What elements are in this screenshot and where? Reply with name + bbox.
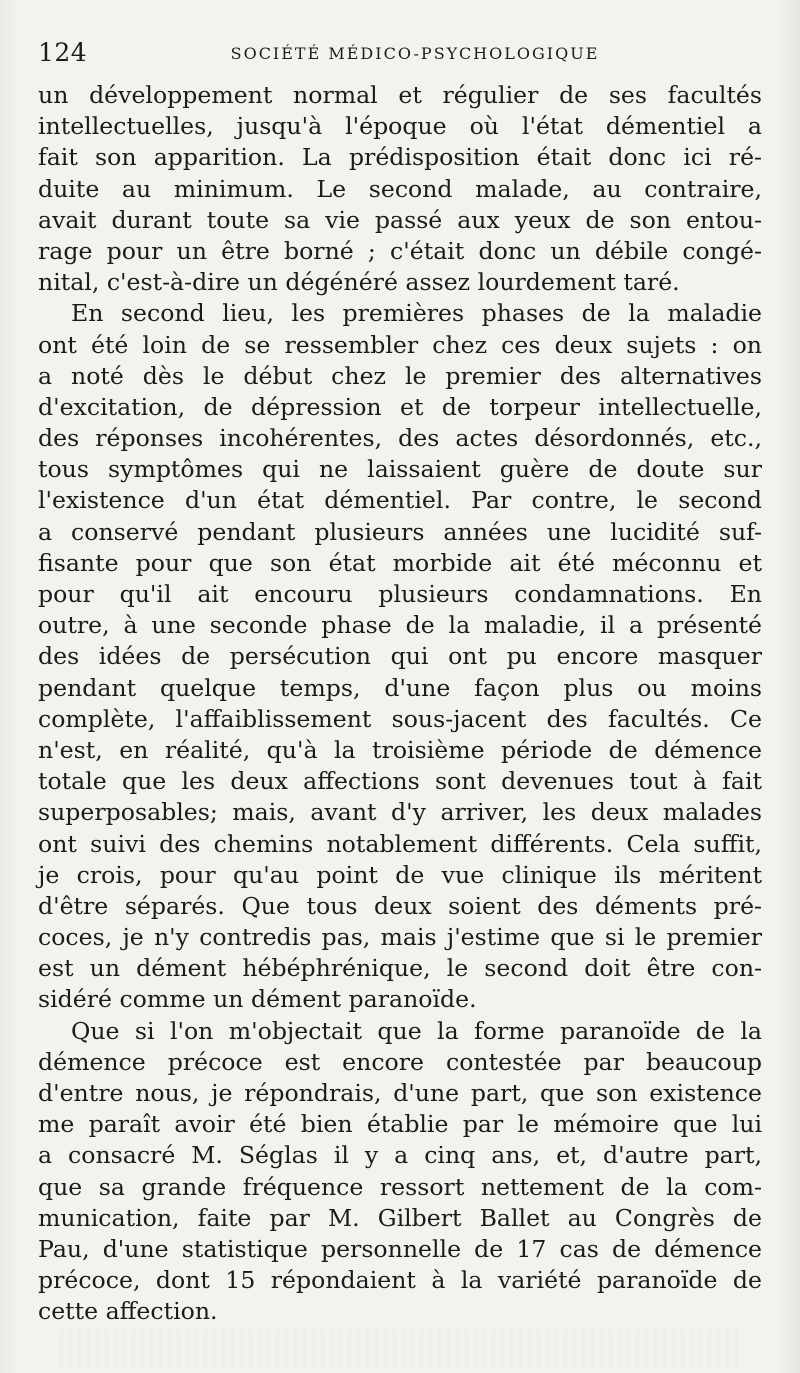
text-line: démence précoce est encore contestée par beaucoup xyxy=(38,1047,762,1076)
text-line: Que si l'on m'objectait que la forme paranoïde de la xyxy=(71,1016,762,1045)
text-line: En second lieu, les premières phases de la maladie xyxy=(71,299,762,328)
text-line: que sa grande fréquence ressort nettement de la com- xyxy=(38,1172,762,1201)
text-line: cette affection. xyxy=(38,1297,218,1326)
text-line: d'être séparés. Que tous deux soient des déments pré- xyxy=(38,891,762,920)
text-line: des idées de persécution qui ont pu encore masquer xyxy=(38,642,762,671)
text-line: d'excitation, de dépression et de torpeur intellectuelle, xyxy=(38,392,762,421)
running-title: SOCIÉTÉ MÉDICO-PSYCHOLOGIQUE xyxy=(230,44,600,63)
text-line: intellectuelles, jusqu'à l'époque où l'état démentiel a xyxy=(38,112,762,141)
text-line: l'existence d'un état démentiel. Par contre, le second xyxy=(38,486,762,515)
text-line: outre, à une seconde phase de la maladie, il a présenté xyxy=(38,611,762,640)
text-line: nital, c'est-à-dire un dégénéré assez lourdement taré. xyxy=(38,268,680,297)
text-line: complète, l'affaiblissement sous-jacent des facultés. Ce xyxy=(38,704,762,733)
text-line: pendant quelque temps, d'une façon plus ou moins xyxy=(38,673,762,702)
text-line: a consacré M. Séglas il y a cinq ans, et, d'autre part, xyxy=(38,1141,762,1170)
text-line: a noté dès le début chez le premier des alternatives xyxy=(38,361,762,390)
text-line: pour qu'il ait encouru plusieurs condamnations. En xyxy=(38,580,762,608)
text-line: un développement normal et régulier de ses facultés xyxy=(38,81,762,109)
text-line: je crois, pour qu'au point de vue clinique ils méritent xyxy=(38,860,762,889)
text-line: est un dément hébéphrénique, le second doit être con- xyxy=(38,954,762,983)
text-line: précoce, dont 15 répondaient à la variété paranoïde de xyxy=(38,1266,762,1295)
text-line: n'est, en réalité, qu'à la troisième période de démence xyxy=(38,735,762,764)
text-line: tous symptômes qui ne laissaient guère de doute sur xyxy=(38,455,762,484)
show-through-bleed xyxy=(60,1330,740,1370)
text-line: des réponses incohérentes, des actes désordonnés, etc., xyxy=(38,424,762,453)
text-line: munication, faite par M. Gilbert Ballet au Congrès de xyxy=(38,1203,762,1232)
text-line: totale que les deux affections sont devenues tout à fait xyxy=(38,767,762,796)
text-line: ont été loin de se ressembler chez ces deux sujets : on xyxy=(38,330,762,359)
text-line: a conservé pendant plusieurs années une lucidité suf- xyxy=(38,517,762,546)
text-line: d'entre nous, je répondrais, d'une part, que son existence xyxy=(38,1079,762,1107)
text-line: superposables; mais, avant d'y arriver, les deux malades xyxy=(38,798,762,827)
text-line: duite au minimum. Le second malade, au contraire, xyxy=(38,174,762,203)
text-line: coces, je n'y contredis pas, mais j'estime que si le premier xyxy=(38,923,762,952)
text-line: fisante pour que son état morbide ait été méconnu et xyxy=(38,548,762,577)
text-line: rage pour un être borné ; c'était donc un débile congé- xyxy=(38,236,762,265)
text-line: Pau, d'une statistique personnelle de 17 cas de démence xyxy=(38,1234,762,1263)
text-line: ont suivi des chemins notablement différents. Cela suffit, xyxy=(38,829,762,858)
page-number: 124 xyxy=(38,38,88,67)
text-line: fait son apparition. La prédisposition était donc ici ré- xyxy=(38,143,762,172)
text-line: sidéré comme un dément paranoïde. xyxy=(38,985,477,1014)
body-text xyxy=(38,80,762,1328)
page-header xyxy=(38,38,762,74)
text-line: me paraît avoir été bien établie par le mémoire que lui xyxy=(38,1110,762,1139)
text-line: avait durant toute sa vie passé aux yeux de son entou- xyxy=(38,205,762,234)
